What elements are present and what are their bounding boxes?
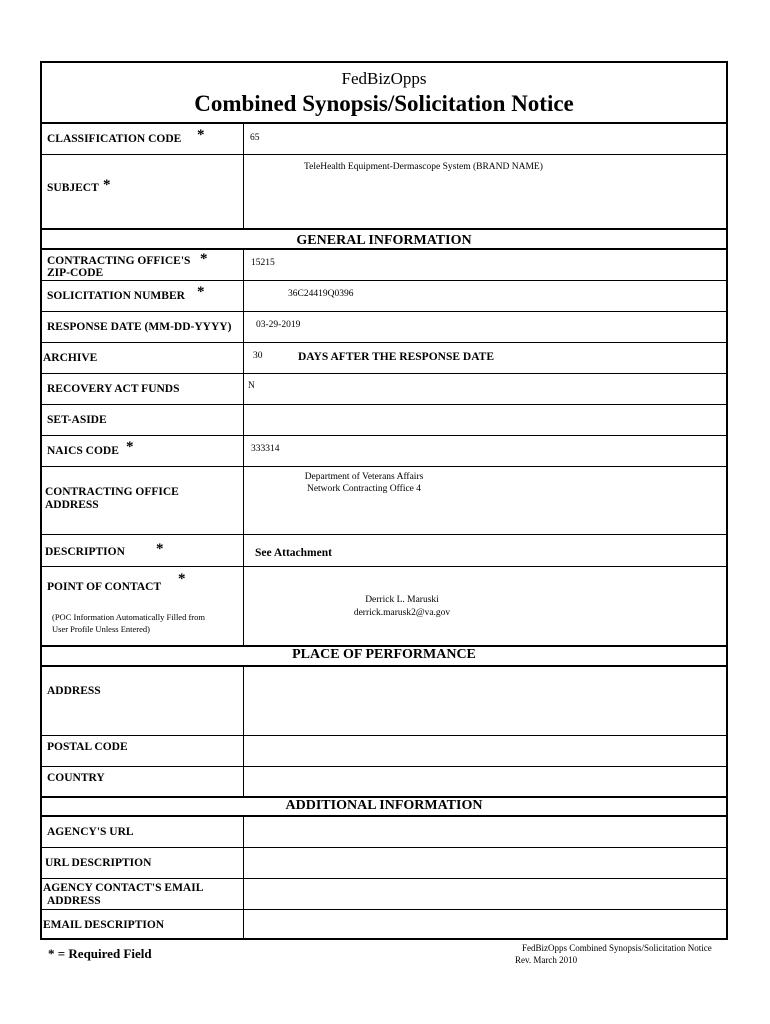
email-description-label: EMAIL DESCRIPTION [43, 919, 165, 931]
archive-field[interactable] [244, 343, 726, 373]
subject-value: TeleHealth Equipment-Dermascope System (BRAND NAME) [304, 162, 543, 172]
response-date-field[interactable] [244, 312, 726, 342]
agency-email-row [42, 879, 726, 910]
place-address-row [42, 667, 726, 736]
agency-email-label-line1: AGENCY CONTACT'S EMAIL [43, 882, 204, 894]
contracting-office-label-line1: CONTRACTING OFFICE [45, 486, 179, 498]
form-name: FedBizOpps Combined Synopsis/Solicitation Notice [522, 943, 712, 953]
required-field-note: * = Required Field [48, 946, 152, 961]
naics-code-label: NAICS CODE [47, 445, 119, 457]
naics-code-value: 333314 [251, 444, 280, 454]
country-row [42, 767, 726, 798]
set-aside-field[interactable] [244, 405, 726, 435]
description-label: DESCRIPTION [45, 546, 125, 558]
set-aside-label: SET-ASIDE [47, 414, 107, 426]
contracting-office-address-line1: Department of Veterans Affairs [304, 472, 424, 482]
required-mark: * [200, 251, 208, 267]
url-description-label: URL DESCRIPTION [45, 857, 152, 869]
poc-email: derrick.marusk2@va.gov [353, 608, 451, 618]
recovery-act-funds-label: RECOVERY ACT FUNDS [47, 383, 180, 395]
solicitation-number-label: SOLICITATION NUMBER [47, 290, 185, 302]
classification-code-row [42, 124, 726, 155]
classification-code-value: 65 [250, 133, 260, 143]
required-mark: * [126, 439, 134, 455]
solicitation-number-row [42, 281, 726, 312]
email-description-field[interactable] [244, 910, 726, 938]
response-date-label: RESPONSE DATE (MM-DD-YYYY) [47, 321, 232, 333]
postal-code-row [42, 736, 726, 767]
recovery-act-funds-row [42, 374, 726, 405]
country-field[interactable] [244, 767, 726, 796]
place-address-field[interactable] [244, 667, 726, 735]
form-title: Combined Synopsis/Solicitation Notice [194, 91, 574, 116]
archive-label: ARCHIVE [43, 352, 98, 364]
agency-url-label: AGENCY'S URL [47, 826, 134, 838]
section-additional-information: ADDITIONAL INFORMATION [42, 798, 726, 817]
url-description-row [42, 848, 726, 879]
classification-code-field[interactable] [244, 124, 726, 154]
email-description-row [42, 910, 726, 938]
poc-note-line1: (POC Information Automatically Filled from [52, 612, 205, 622]
point-of-contact-row [42, 567, 726, 647]
required-mark: * [103, 177, 111, 193]
recovery-act-funds-field[interactable] [244, 374, 726, 404]
agency-email-label-line2: ADDRESS [47, 895, 101, 907]
description-field[interactable] [244, 535, 726, 566]
form-revision: Rev. March 2010 [515, 955, 578, 965]
naics-code-field[interactable] [244, 436, 726, 466]
solicitation-form [40, 61, 728, 940]
response-date-row [42, 312, 726, 343]
contracting-office-label-line2: ADDRESS [45, 499, 99, 511]
contracting-office-address-line2: Network Contracting Office 4 [306, 484, 422, 494]
set-aside-row [42, 405, 726, 436]
poc-name: Derrick L. Maruski [365, 595, 439, 605]
description-value: See Attachment [255, 547, 332, 559]
site-name: FedBizOpps [341, 69, 427, 88]
required-mark: * [197, 284, 205, 300]
archive-suffix: DAYS AFTER THE RESPONSE DATE [298, 351, 494, 363]
agency-url-row [42, 817, 726, 848]
required-mark: * [197, 127, 205, 143]
contracting-office-address-row [42, 467, 726, 535]
place-address-label: ADDRESS [47, 685, 101, 697]
zip-code-value: 15215 [251, 258, 275, 268]
point-of-contact-field[interactable] [244, 567, 726, 645]
classification-code-label: CLASSIFICATION CODE [47, 133, 182, 145]
poc-note-line2: User Profile Unless Entered) [52, 624, 150, 634]
naics-code-row [42, 436, 726, 467]
agency-email-field[interactable] [244, 879, 726, 909]
response-date-value: 03-29-2019 [256, 320, 301, 330]
solicitation-number-value: 36C24419Q0396 [288, 289, 354, 299]
zip-code-row [42, 250, 726, 281]
subject-row [42, 155, 726, 230]
agency-url-field[interactable] [244, 817, 726, 847]
contracting-office-address-field[interactable] [244, 467, 726, 534]
section-place-of-performance: PLACE OF PERFORMANCE [42, 647, 726, 667]
solicitation-number-field[interactable] [244, 281, 726, 311]
section-general-information: GENERAL INFORMATION [42, 230, 726, 250]
zip-code-field[interactable] [244, 250, 726, 280]
url-description-field[interactable] [244, 848, 726, 878]
recovery-act-funds-value: N [248, 381, 255, 391]
required-mark: * [178, 571, 186, 587]
postal-code-field[interactable] [244, 736, 726, 766]
archive-row [42, 343, 726, 374]
required-mark: * [156, 541, 164, 557]
form-header [42, 63, 726, 124]
zip-code-label-line1: CONTRACTING OFFICE'S [47, 255, 191, 267]
zip-code-label-line2: ZIP-CODE [47, 267, 104, 279]
subject-field[interactable] [244, 155, 726, 228]
postal-code-label: POSTAL CODE [47, 741, 128, 753]
subject-label: SUBJECT [47, 182, 99, 194]
form-revision-note [515, 942, 712, 966]
archive-value: 30 [253, 351, 263, 361]
point-of-contact-label: POINT OF CONTACT [47, 581, 162, 593]
description-row [42, 535, 726, 567]
country-label: COUNTRY [47, 772, 105, 784]
